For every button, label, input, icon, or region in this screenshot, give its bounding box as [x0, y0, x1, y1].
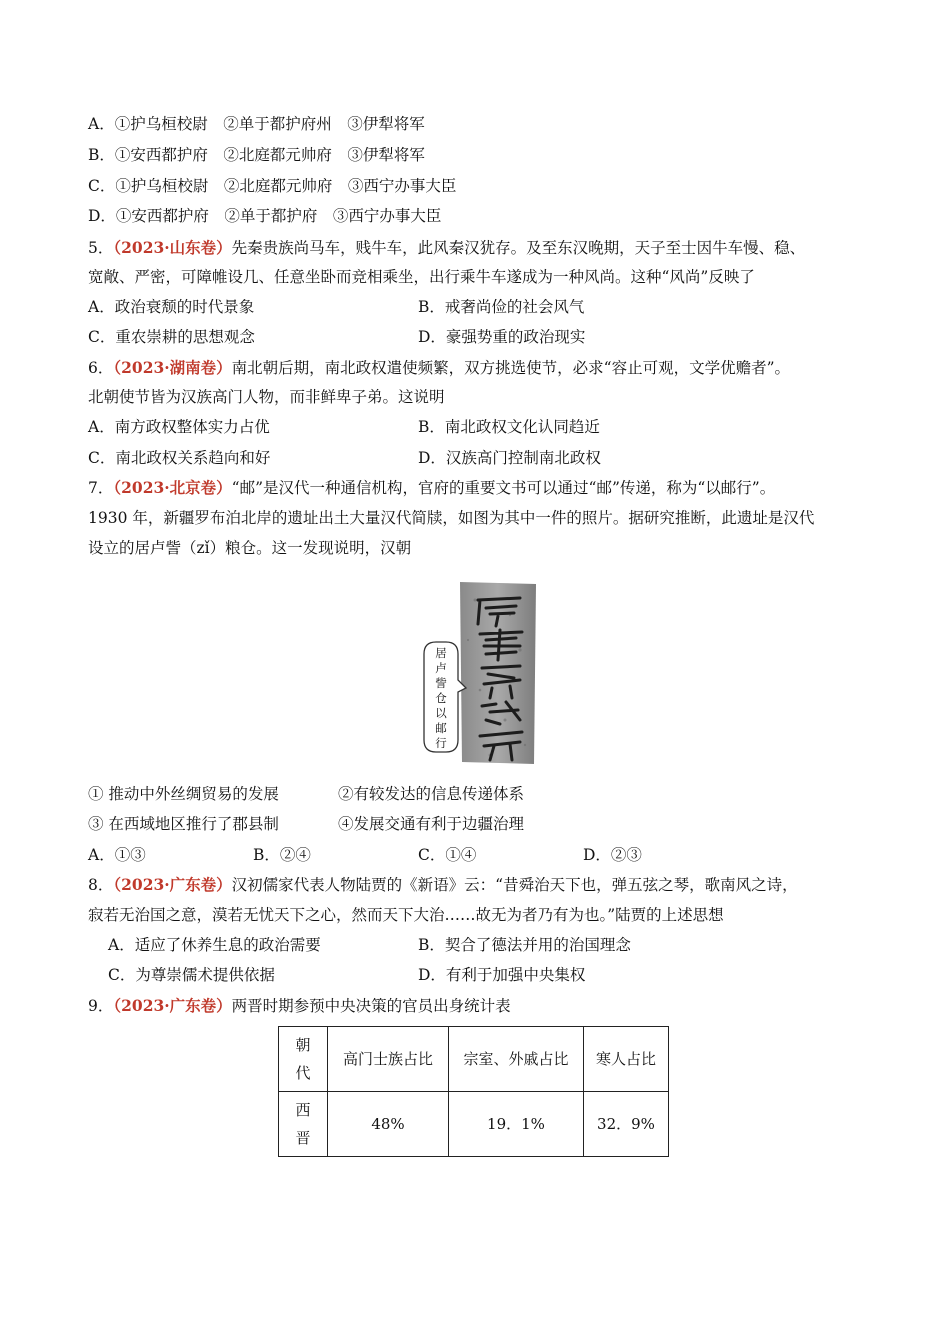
table-header-cell: 寒人占比: [584, 1027, 669, 1092]
table-header-cell: 高门士族占比: [328, 1027, 449, 1092]
slip-body: [460, 582, 536, 764]
q8-text: 汉初儒家代表人物陆贾的《新语》云：“昔舜治天下也，弹五弦之琴，歌南风之诗，: [231, 876, 798, 894]
q9-source: （2023·广东卷）: [113, 996, 232, 1015]
q7-stem-line2: 1930 年，新疆罗布泊北岸的遗址出土大量汉代简牍，如图为其中一件的照片。据研究推断，此遗址是汉代: [88, 509, 815, 527]
q9-text: 两晋时期参预中央决策的官员出身统计表: [231, 997, 511, 1015]
q7-stem-line1: [88, 477, 775, 499]
table-cell: 32．9%: [584, 1092, 669, 1157]
table-cell: 西晋: [279, 1092, 328, 1157]
q5-number: 5．: [88, 239, 114, 257]
q6-option-a: A．南方政权整体实力占优: [88, 418, 270, 436]
q9-stem-line1: [88, 995, 511, 1017]
table-header-row: [279, 1027, 669, 1092]
q7-option-d: D．②③: [583, 846, 642, 864]
q8-option-d: D．有利于加强中央集权: [418, 966, 586, 984]
bamboo-slip-figure: [420, 580, 540, 766]
q6-option-d: D．汉族高门控制南北政权: [418, 449, 601, 467]
q5-stem-line2: 宽敞、严密，可障帷设几、任意坐卧而竞相乘坐，出行乘牛车遂成为一种风尚。这种“风尚”反映了: [88, 268, 755, 286]
q7-item-3: ③ 在西域地区推行了郡县制: [88, 815, 279, 833]
q6-option-c: C．南北政权关系趋向和好: [88, 449, 271, 467]
q7-source: （2023·北京卷）: [113, 478, 232, 497]
callout-char: 邮: [435, 721, 447, 735]
q5-stem-line1: [88, 237, 805, 259]
q8-source: （2023·广东卷）: [113, 875, 232, 894]
official-origin-table: [278, 1026, 669, 1157]
q6-text: 南北朝后期，南北政权遣使频繁，双方挑选使节，必求“容止可观，文学优赡者”。: [231, 359, 791, 377]
q5-option-c: C．重农崇耕的思想观念: [88, 328, 255, 346]
callout-char: 卢: [435, 661, 447, 675]
q5-option-d: D．豪强势重的政治现实: [418, 328, 586, 346]
q4-option-a: A．①护乌桓校尉 ②单于都护府州 ③伊犁将军: [88, 115, 425, 133]
q7-option-c: C．①④: [418, 846, 477, 864]
table-header-cell: 朝代: [279, 1027, 328, 1092]
callout-char: 訾: [435, 676, 447, 690]
q4-option-b: B．①安西都护府 ②北庭都元帅府 ③伊犁将军: [88, 146, 425, 164]
callout-text: [426, 646, 456, 751]
callout-char: 居: [435, 646, 447, 660]
q5-option-a: A．政治衰颓的时代景象: [88, 298, 255, 316]
q6-stem-line2: 北朝使节皆为汉族高门人物，而非鲜卑子弟。这说明: [88, 388, 445, 406]
table-row: [279, 1092, 669, 1157]
q7-option-b: B．②④: [253, 846, 311, 864]
q6-option-b: B．南北政权文化认同趋近: [418, 418, 600, 436]
q8-option-c: C．为尊崇儒术提供依据: [108, 966, 275, 984]
q7-item-2: ②有较发达的信息传递体系: [338, 785, 525, 803]
q5-source: （2023·山东卷）: [113, 238, 232, 257]
q7-text: “邮”是汉代一种通信机构，官府的重要文书可以通过“邮”传递，称为“以邮行”。: [231, 479, 776, 497]
q8-option-b: B．契合了德法并用的治国理念: [418, 936, 631, 954]
q6-number: 6．: [88, 359, 114, 377]
q9-number: 9．: [88, 997, 114, 1015]
q8-number: 8．: [88, 876, 114, 894]
q4-option-c: C．①护乌桓校尉 ②北庭都元帅府 ③西宁办事大臣: [88, 177, 457, 195]
q8-option-a: A．适应了休养生息的政治需要: [108, 936, 321, 954]
q4-option-d: D．①安西都护府 ②单于都护府 ③西宁办事大臣: [88, 207, 442, 225]
table-header-cell: 宗室、外戚占比: [449, 1027, 584, 1092]
q6-stem-line1: [88, 357, 790, 379]
q5-text: 先秦贵族尚马车，贱牛车，此风秦汉犹存。及至东汉晚期，天子至士因牛车慢、稳、: [231, 239, 806, 257]
q8-stem-line1: [88, 874, 798, 896]
q7-stem-line3: 设立的居卢訾（zǐ）粮仓。这一发现说明，汉朝: [88, 539, 412, 557]
q8-stem-line2: 寂若无治国之意，漠若无忧天下之心，然而天下大治……故无为者乃有为也。”陆贾的上述思想: [88, 906, 724, 924]
callout-char: 仓: [435, 691, 447, 705]
q7-item-1: ① 推动中外丝绸贸易的发展: [88, 785, 279, 803]
q7-number: 7．: [88, 479, 114, 497]
q7-option-a: A．①③: [88, 846, 146, 864]
table-cell: 48%: [328, 1092, 449, 1157]
callout-char: 行: [435, 736, 447, 750]
table-cell: 19．1%: [449, 1092, 584, 1157]
q5-option-b: B．戒奢尚俭的社会风气: [418, 298, 585, 316]
q6-source: （2023·湖南卷）: [113, 358, 232, 377]
callout-char: 以: [435, 706, 447, 720]
q7-item-4: ④发展交通有利于边疆治理: [338, 815, 525, 833]
